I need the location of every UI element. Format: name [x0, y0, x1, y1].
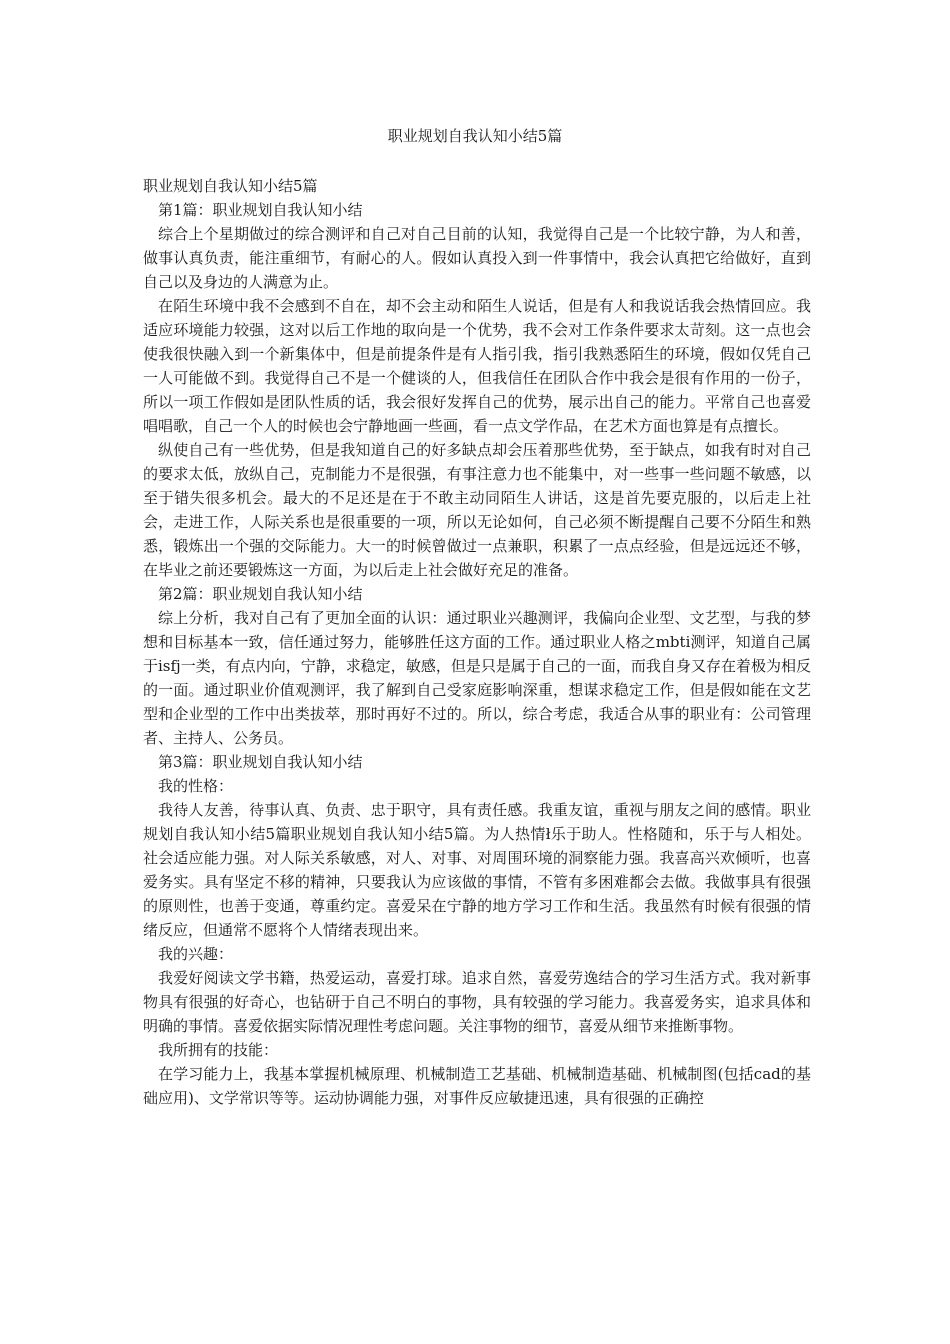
document-body	[143, 174, 811, 1110]
section-heading-1: 第1篇：职业规划自我认知小结	[158, 201, 363, 219]
paragraph: 综合上个星期做过的综合测评和自己对自己目前的认知，我觉得自己是一个比较宁静，为人和善，做事认真负责，能注重细节，有耐心的人。假如认真投入到一件事情中，我会认真把它给做好，直到自己以及身边的人满意为止。	[143, 225, 811, 291]
repeated-title-line: 职业规划自我认知小结5篇	[143, 177, 318, 195]
document-title: 职业规划自我认知小结5篇	[387, 127, 563, 145]
subheading-interests: 我的兴趣：	[158, 945, 234, 963]
paragraph: 纵使自己有一些优势，但是我知道自己的好多缺点却会压着那些优势，至于缺点，如我有时对自己的要求太低，放纵自己，克制能力不是很强，有事注意力也不能集中，对一些事一些问题不敏感，以至于错失很多机会。最大的不足还是在于不敢主动同陌生人讲话，这是首先要克服的，以后走上社会，走进工作，人际关系也是很重要的一项，所以无论如何，自己必须不断提醒自己要不分陌生和熟悉，锻炼出一个强的交际能力。大一的时候曾做过一点兼职，积累了一点点经验，但是远远还不够，在毕业之前还要锻炼这一方面，为以后走上社会做好充足的准备。	[143, 441, 811, 579]
paragraph: 在学习能力上，我基本掌握机械原理、机械制造工艺基础、机械制造基础、机械制图(包括cad的基础应用)、文学常识等等。运动协调能力强，对事件反应敏捷迅速，具有很强的正确控	[143, 1065, 811, 1107]
paragraph: 在陌生环境中我不会感到不自在，却不会主动和陌生人说话，但是有人和我说话我会热情回应。我适应环境能力较强，这对以后工作地的取向是一个优势，我不会对工作条件要求太苛刻。这一点也会使我很快融入到一个新集体中，但是前提条件是有人指引我，指引我熟悉陌生的环境，假如仅凭自己一人可能做不到。我觉得自己不是一个健谈的人，但我信任在团队合作中我会是很有作用的一份子，所以一项工作假如是团队性质的话，我会很好发挥自己的优势，展示出自己的能力。平常自己也喜爱唱唱歌，自己一个人的时候也会宁静地画一些画，看一点文学作品，在艺术方面也算是有点擅长。	[143, 297, 811, 435]
paragraph: 我待人友善，待事认真、负责、忠于职守，具有责任感。我重友谊，重视与朋友之间的感情。职业规划自我认知小结5篇职业规划自我认知小结5篇。为人热情ł乐于助人。性格随和，乐于与人相处。社会适应能力强。对人际关系敏感，对人、对事、对周围环境的洞察能力强。我喜高兴欢倾听，也喜爱务实。具有坚定不移的精神，只要我认为应该做的事情，不管有多困难都会去做。我做事具有很强的原则性，也善于变通，尊重约定。喜爱呆在宁静的地方学习工作和生活。我虽然有时候有很强的情绪反应，但通常不愿将个人情绪表现出来。	[143, 801, 811, 939]
section-heading-2: 第2篇：职业规划自我认知小结	[158, 585, 363, 603]
subheading-skills: 我所拥有的技能：	[158, 1041, 279, 1059]
paragraph: 我爱好阅读文学书籍，热爱运动，喜爱打球。追求自然，喜爱劳逸结合的学习生活方式。我对新事物具有很强的好奇心，也钻研于自己不明白的事物，具有较强的学习能力。我喜爱务实，追求具体和明确的事情。喜爱依据实际情况理性考虑问题。关注事物的细节，喜爱从细节来推断事物。	[143, 969, 811, 1035]
section-heading-3: 第3篇：职业规划自我认知小结	[158, 753, 363, 771]
subheading-personality: 我的性格：	[158, 777, 234, 795]
paragraph: 综上分析，我对自己有了更加全面的认识：通过职业兴趣测评，我偏向企业型、文艺型，与我的梦想和目标基本一致，信任通过努力，能够胜任这方面的工作。通过职业人格之mbti测评，知道自己属于isfj一类，有点内向，宁静，求稳定，敏感，但是只是属于自己的一面，而我自身又存在着极为相反的一面。通过职业价值观测评，我了解到自己受家庭影响深重，想谋求稳定工作，但是假如能在文艺型和企业型的工作中出类拔萃，那时再好不过的。所以，综合考虑，我适合从事的职业有：公司管理者、主持人、公务员。	[143, 609, 811, 747]
